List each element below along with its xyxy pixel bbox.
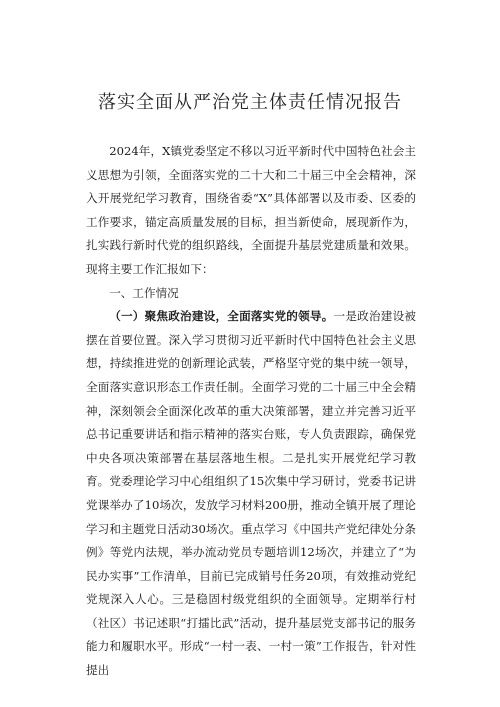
- subsection-political-building: [86, 305, 416, 683]
- document-title: 落实全面从严治党主体责任情况报告: [98, 92, 402, 113]
- intro-paragraph: 2024年，X镇党委坚定不移以习近平新时代中国特色社会主义思想为引领，全面落实党的二十大和二十届三中全会精神，深入开展党纪学习教育，围绕省委“X”具体部署以及市委、区委的工作要求，锚定高质量发展的目标，担当新使命，展现新作为，扎实践行新时代党的组织路线，全面提升基层党建质量和效果。现将主要工作汇报如下：: [86, 144, 416, 276]
- document-body: [86, 140, 416, 683]
- subsection-lead: （一）聚焦政治建设，全面落实党的领导。: [109, 309, 334, 324]
- section-heading-work-status: 一、工作情况: [109, 285, 179, 300]
- subsection-text: 一是政治建设被摆在首要位置。深入学习贯彻习近平新时代中国特色社会主义思想，持续推进党的创新理论武装，严格坚守党的集中统一领导，全面落实意识形态工作责任制。全面学习党的二十届三中全会精神，深刻领会全面深化改革的重大决策部署，建立并完善习近平总书记重要讲话和指示精神的落实台账，专人负责跟踪，确保党中央各项决策部署在基层落地生根。二是扎实开展党纪学习教育。党委理论学习中心组组织了15次集中学习研讨，党委书记讲党课举办了10场次，发放学习材料200册，推动全镇开展了理论学习和主题党日活动30场次。重点学习《中国共产党纪律处分条例》等党内法规，举办流动党员专题培训12场次，并建立了“为民办实事”工作清单，目前已完成销号任务20项，有效推动党纪党规深入人心。三是稳固村级党组织的全面领导。定期举行村（社区）书记述职“打擂比武”活动，提升基层党支部书记的服务能力和履职水平。形成“一村一表、一村一策”工作报告，针对性提出: [86, 309, 416, 678]
